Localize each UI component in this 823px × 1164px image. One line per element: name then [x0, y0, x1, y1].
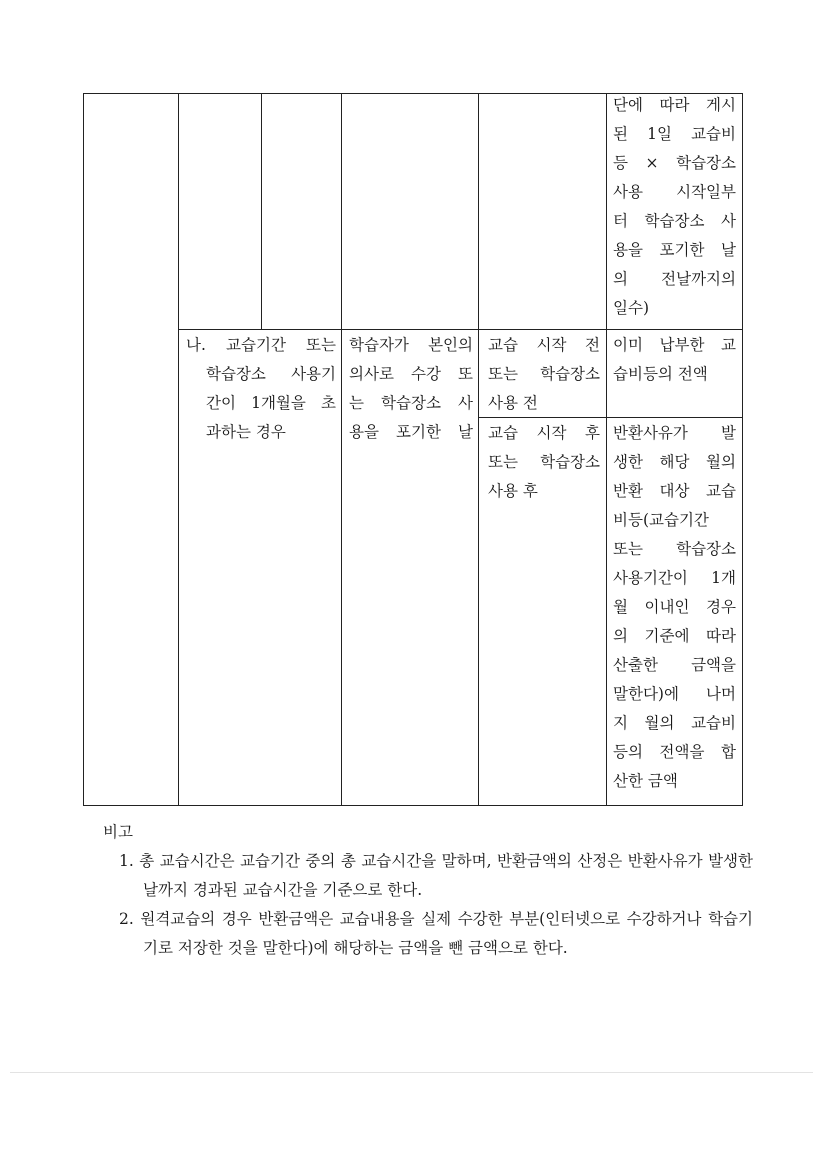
cell-line: 등 × 학습장소: [613, 154, 736, 172]
col-divider-1: [178, 93, 179, 806]
cell-line: 월 이내인 경우: [613, 598, 736, 616]
cell-line: 또는 학습장소: [488, 365, 600, 383]
cell-line: 의사로 수강 또: [349, 365, 473, 383]
cell-line: 등의 전액을 합: [613, 743, 736, 761]
cell-line: 된 1일 교습비: [613, 125, 736, 143]
cell-line: 지 월의 교습비: [613, 714, 736, 732]
cell-line: 는 학습장소 사: [349, 394, 473, 412]
cell-line: 사용 시작일부: [613, 183, 736, 201]
cell-line: 사용기간이 1개: [613, 569, 736, 587]
cell-line: 사용 후: [488, 482, 538, 500]
cell-line: 학습장소 사용기: [206, 365, 336, 383]
table-right-border: [742, 93, 743, 806]
cell-line: 습비등의 전액: [613, 365, 708, 383]
cell-line: 의 기준에 따라: [613, 627, 736, 645]
row-divider-1: [178, 329, 743, 330]
cell-line: 터 학습장소 사: [613, 212, 736, 230]
cell-line: 비등(교습기간: [613, 511, 709, 529]
cell-line: 과하는 경우: [206, 423, 286, 441]
col-divider-3: [341, 93, 342, 806]
cell-line: 이미 납부한 교: [613, 336, 736, 354]
row2-category-cell: [186, 331, 336, 447]
cell-line: 산출한 금액을: [613, 656, 736, 674]
table-bottom-border: [83, 805, 743, 806]
refund-table: [83, 93, 743, 806]
col-divider-4: [478, 93, 479, 806]
cell-line: 의 전날까지의: [613, 270, 736, 288]
cell-line: 말한다)에 나머: [613, 685, 736, 703]
row2-amount-before-cell: [613, 331, 736, 389]
cell-line: 단에 따라 게시: [613, 96, 736, 114]
note-item: 2. 원격교습의 경우 반환금액은 교습내용을 실제 수강한 부분(인터넷으로 수강하거나 학습기기로 저장한 것을 말한다)에 해당하는 금액을 뺀 금액으로 한다.: [119, 910, 753, 957]
cell-line: 산한 금액: [613, 772, 678, 790]
row2-amount-after-cell: [613, 419, 736, 796]
cell-line: 생한 해당 월의: [613, 453, 736, 471]
row1-refund-amount-cell: [613, 91, 736, 323]
cell-line: 용을 포기한 날: [613, 241, 736, 259]
cell-line: 또는 학습장소: [488, 453, 600, 471]
scan-artifact-line: [10, 1072, 813, 1073]
notes-heading: 비고: [103, 823, 133, 841]
cell-line: 간이 1개월을 초: [206, 394, 336, 412]
cell-line: 반환사유가 발: [613, 424, 736, 442]
cell-line: 일수): [613, 299, 649, 317]
cell-line: 교습 시작 후: [488, 424, 600, 442]
cell-line: 사용 전: [488, 394, 538, 412]
col-divider-5: [606, 93, 607, 806]
note-item: 1. 총 교습시간은 교습기간 중의 총 교습시간을 말하며, 반환금액의 산정은 반환사유가 발생한 날까지 경과된 교습시간을 기준으로 한다.: [119, 852, 753, 899]
row2-period-after-cell: [488, 419, 600, 506]
cell-line: 반환 대상 교습: [613, 482, 736, 500]
row2-reason-cell: [349, 331, 473, 447]
cell-line: 용을 포기한 날: [349, 423, 473, 441]
cell-line: 또는 학습장소: [613, 540, 736, 558]
notes-section: [103, 818, 753, 963]
cell-line: 나. 교습기간 또는: [186, 336, 336, 354]
row2-period-before-cell: [488, 331, 600, 418]
cell-line: 교습 시작 전: [488, 336, 600, 354]
cell-line: 학습자가 본인의: [349, 336, 473, 354]
table-left-border: [83, 93, 84, 806]
col-divider-2: [261, 93, 262, 329]
